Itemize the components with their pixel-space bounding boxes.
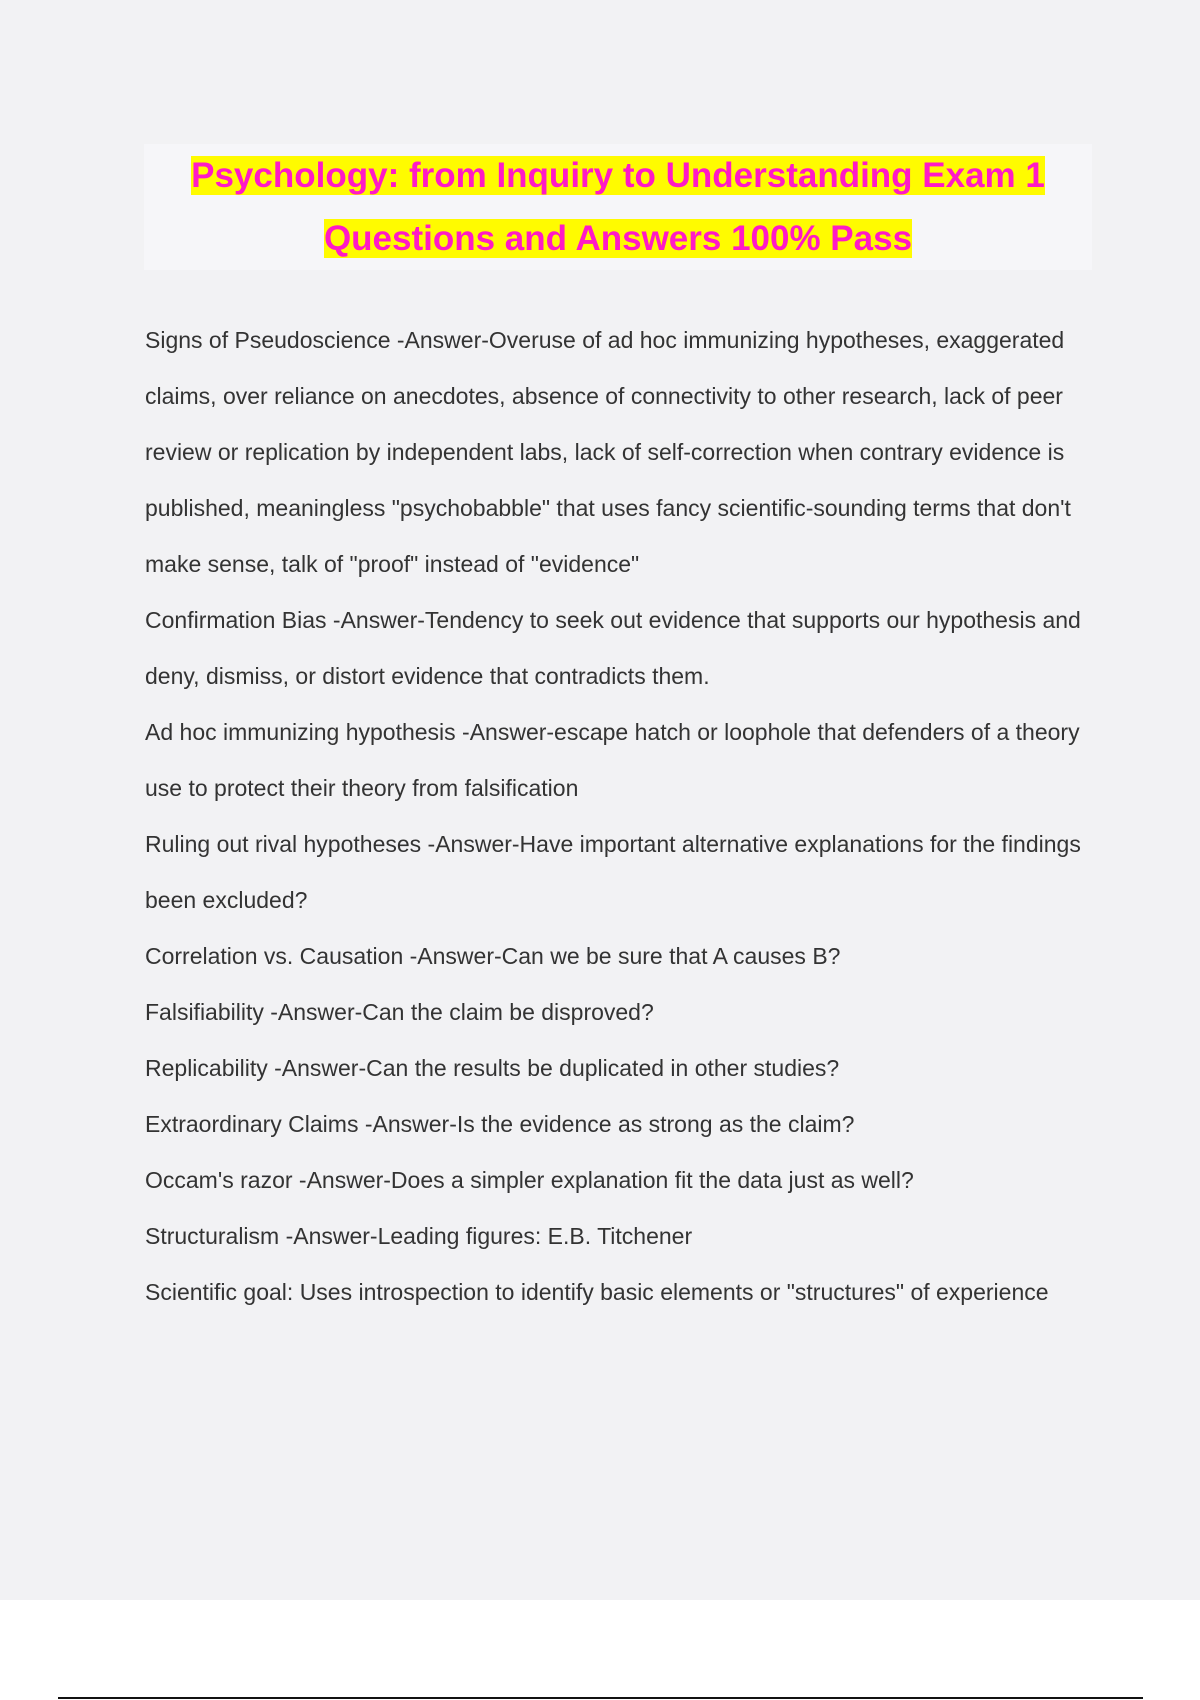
qa-entry-scientific-goal: Scientific goal: Uses introspection to identify basic elements or "structures" of experience <box>145 1279 1049 1305</box>
qa-entry-rival-hypotheses: Ruling out rival hypotheses -Answer-Have important alternative explanations for the findings been excluded? <box>145 831 1081 913</box>
qa-entry-signs-of-pseudoscience: Signs of Pseudoscience -Answer-Overuse of ad hoc immunizing hypotheses, exaggerated claims, over reliance on anecdotes, absence of connectivity to other research, lack of peer review or replication by independent labs, lack of self-correction when contrary evidence is published, meaningless "psychobabble" that uses fancy scientific-sounding terms that don't make sense, talk of "proof" instead of "evidence" <box>145 327 1071 577</box>
qa-entry-confirmation-bias: Confirmation Bias -Answer-Tendency to seek out evidence that supports our hypothesis and deny, dismiss, or distort evidence that contradicts them. <box>145 607 1081 689</box>
title-line-2 <box>144 207 1092 270</box>
qa-entry-replicability: Replicability -Answer-Can the results be duplicated in other studies? <box>145 1055 840 1081</box>
qa-entry-falsifiability: Falsifiability -Answer-Can the claim be disproved? <box>145 999 654 1025</box>
qa-entry-correlation-causation: Correlation vs. Causation -Answer-Can we be sure that A causes B? <box>145 943 841 969</box>
qa-content <box>145 312 1105 1320</box>
qa-entry-structuralism: Structuralism -Answer-Leading figures: E.B. Titchener <box>145 1223 693 1249</box>
title-line-1 <box>144 144 1092 207</box>
qa-entry-extraordinary-claims: Extraordinary Claims -Answer-Is the evidence as strong as the claim? <box>145 1111 855 1137</box>
footer-divider <box>58 1697 1143 1699</box>
title-block <box>144 144 1092 270</box>
qa-entry-occams-razor: Occam's razor -Answer-Does a simpler explanation fit the data just as well? <box>145 1167 914 1193</box>
title-line-1-text: Psychology: from Inquiry to Understanding Exam 1 <box>191 156 1045 195</box>
qa-entry-ad-hoc-hypothesis: Ad hoc immunizing hypothesis -Answer-escape hatch or loophole that defenders of a theory use to protect their theory from falsification <box>145 719 1080 801</box>
title-line-2-text: Questions and Answers 100% Pass <box>323 219 913 258</box>
